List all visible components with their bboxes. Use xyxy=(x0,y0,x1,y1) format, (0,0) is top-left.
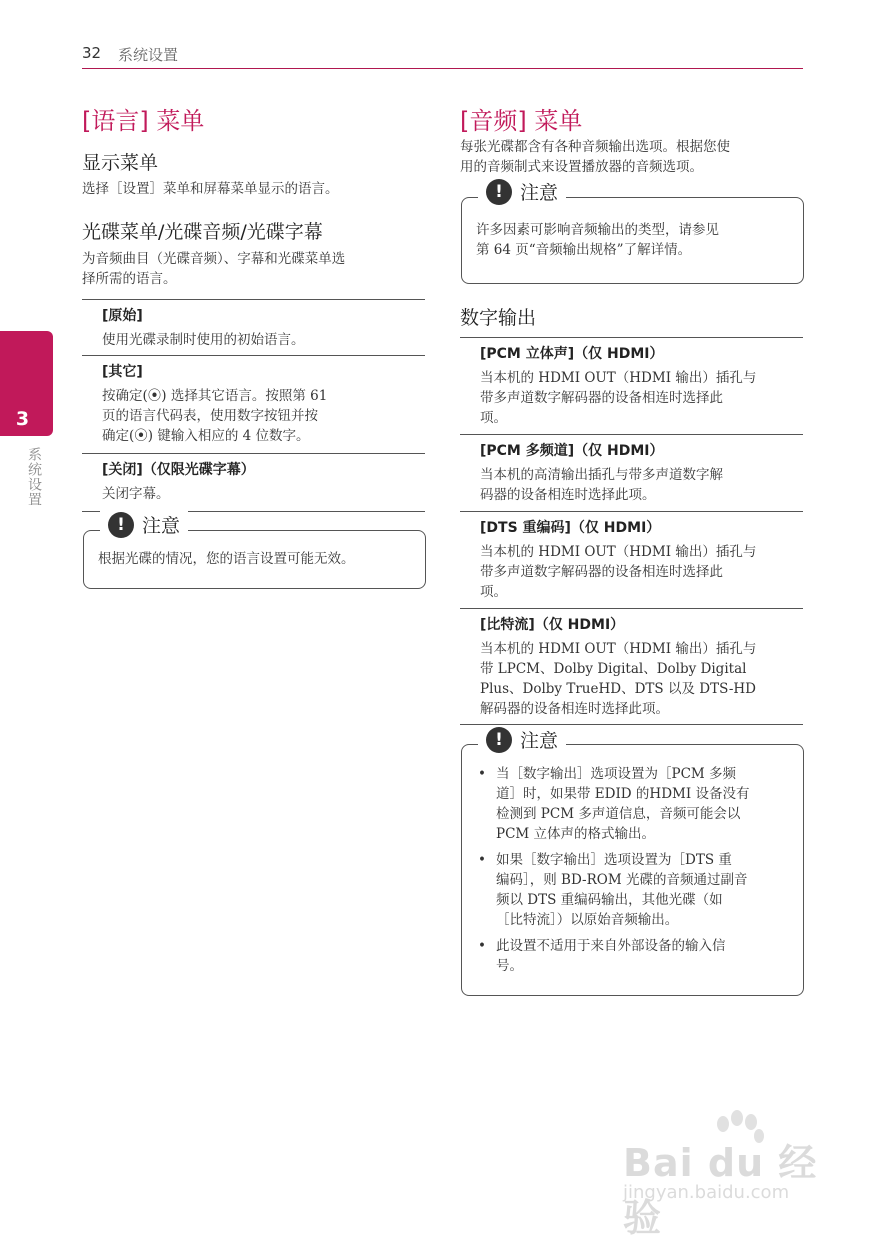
note-header xyxy=(478,178,566,205)
header-title: 系统设置 xyxy=(118,46,179,64)
watermark-url: jingyan.baidu.com xyxy=(623,1182,790,1203)
page-number: 32 xyxy=(82,44,102,62)
digital-note-box xyxy=(461,744,804,996)
option-desc: 当本机的 HDMI OUT（HDMI 输出）插孔与 带 LPCM、Dolby Digital、Dolby Digital Plus、Dolby TrueHD、DTS 以及 DTS-HD 解码器的设备相连时选择此项。 xyxy=(480,641,757,717)
exclamation-icon: ! xyxy=(108,512,134,538)
audio-menu-title: [音频] 菜单 xyxy=(460,107,583,135)
disc-menu-title: 光碟菜单/光碟音频/光碟字幕 xyxy=(82,221,323,243)
baidu-watermark xyxy=(615,1110,825,1240)
list-item: • 当［数字输出］选项设置为［PCM 多频 道］时，如果带 EDID 的HDMI 设备没有 检测到 PCM 多声道信息，音频可能会以 PCM 立体声的格式输出。 xyxy=(476,764,796,844)
divider xyxy=(460,724,803,725)
display-menu-title: 显示菜单 xyxy=(82,152,159,174)
chapter-label: 系统设置 xyxy=(26,447,42,507)
digital-output-title: 数字输出 xyxy=(460,307,537,329)
option-name: [PCM 多频道]（仅 HDMI） xyxy=(480,443,664,459)
option-desc: 按确定(⦿) 选择其它语言。按照第 61 页的语言代码表，使用数字按钮并按 确定(⦿) 键输入相应的 4 位数字。 xyxy=(102,388,328,444)
language-note-box xyxy=(83,530,426,589)
language-menu-title: [语言] 菜单 xyxy=(82,107,205,135)
option-other xyxy=(82,355,425,454)
audio-intro: 每张光碟都含有各种音频输出选项。根据您使 用的音频制式来设置播放器的音频选项。 xyxy=(460,139,730,175)
note-header xyxy=(100,511,188,538)
option-desc: 当本机的 HDMI OUT（HDMI 输出）插孔与 带多声道数字解码器的设备相连时选择此 项。 xyxy=(480,544,757,600)
note-bullets xyxy=(476,764,796,982)
option-pcm-multichannel xyxy=(460,434,803,512)
option-pcm-stereo xyxy=(460,337,803,435)
note-label: 注意 xyxy=(142,515,181,537)
audio-note-box xyxy=(461,197,804,284)
note-header xyxy=(478,726,566,753)
note-label: 注意 xyxy=(520,182,559,204)
exclamation-icon: ! xyxy=(486,727,512,753)
option-name: [其它] xyxy=(102,364,143,380)
option-desc: 当本机的 HDMI OUT（HDMI 输出）插孔与 带多声道数字解码器的设备相连时选择此 项。 xyxy=(480,370,757,426)
option-off xyxy=(82,453,425,512)
option-name: [DTS 重编码]（仅 HDMI） xyxy=(480,520,661,536)
list-item: • 此设置不适用于来自外部设备的输入信 号。 xyxy=(476,936,796,976)
watermark-brand: Bai du 经验 xyxy=(623,1141,818,1240)
page-header xyxy=(82,42,803,69)
note-text: 根据光碟的情况，您的语言设置可能无效。 xyxy=(98,551,355,567)
list-item: • 如果［数字输出］选项设置为［DTS 重 编码］，则 BD-ROM 光碟的音频通过副音 频以 DTS 重编码输出，其他光碟（如 ［比特流］）以原始音频输出。 xyxy=(476,850,796,930)
option-desc: 当本机的高清输出插孔与带多声道数字解 码器的设备相连时选择此项。 xyxy=(480,467,723,503)
option-name: [PCM 立体声]（仅 HDMI） xyxy=(480,346,664,362)
option-name: [原始] xyxy=(102,308,143,324)
option-dts-reencode xyxy=(460,511,803,609)
exclamation-icon: ! xyxy=(486,179,512,205)
disc-menu-text: 为音频曲目（光碟音频）、字幕和光碟菜单选 择所需的语言。 xyxy=(82,251,346,287)
note-text: 许多因素可影响音频输出的类型，请参见 第 64 页“音频输出规格”了解详情。 xyxy=(476,222,719,258)
option-desc: 关闭字幕。 xyxy=(102,486,170,502)
display-menu-text: 选择［设置］菜单和屏幕菜单显示的语言。 xyxy=(82,181,339,197)
chapter-number: 3 xyxy=(15,408,30,430)
option-bitstream xyxy=(460,608,803,725)
option-desc: 使用光碟录制时使用的初始语言。 xyxy=(102,332,305,348)
note-label: 注意 xyxy=(520,730,559,752)
option-name: [关闭]（仅限光碟字幕） xyxy=(102,462,255,478)
option-original xyxy=(82,299,425,356)
option-name: [比特流]（仅 HDMI） xyxy=(480,617,625,633)
